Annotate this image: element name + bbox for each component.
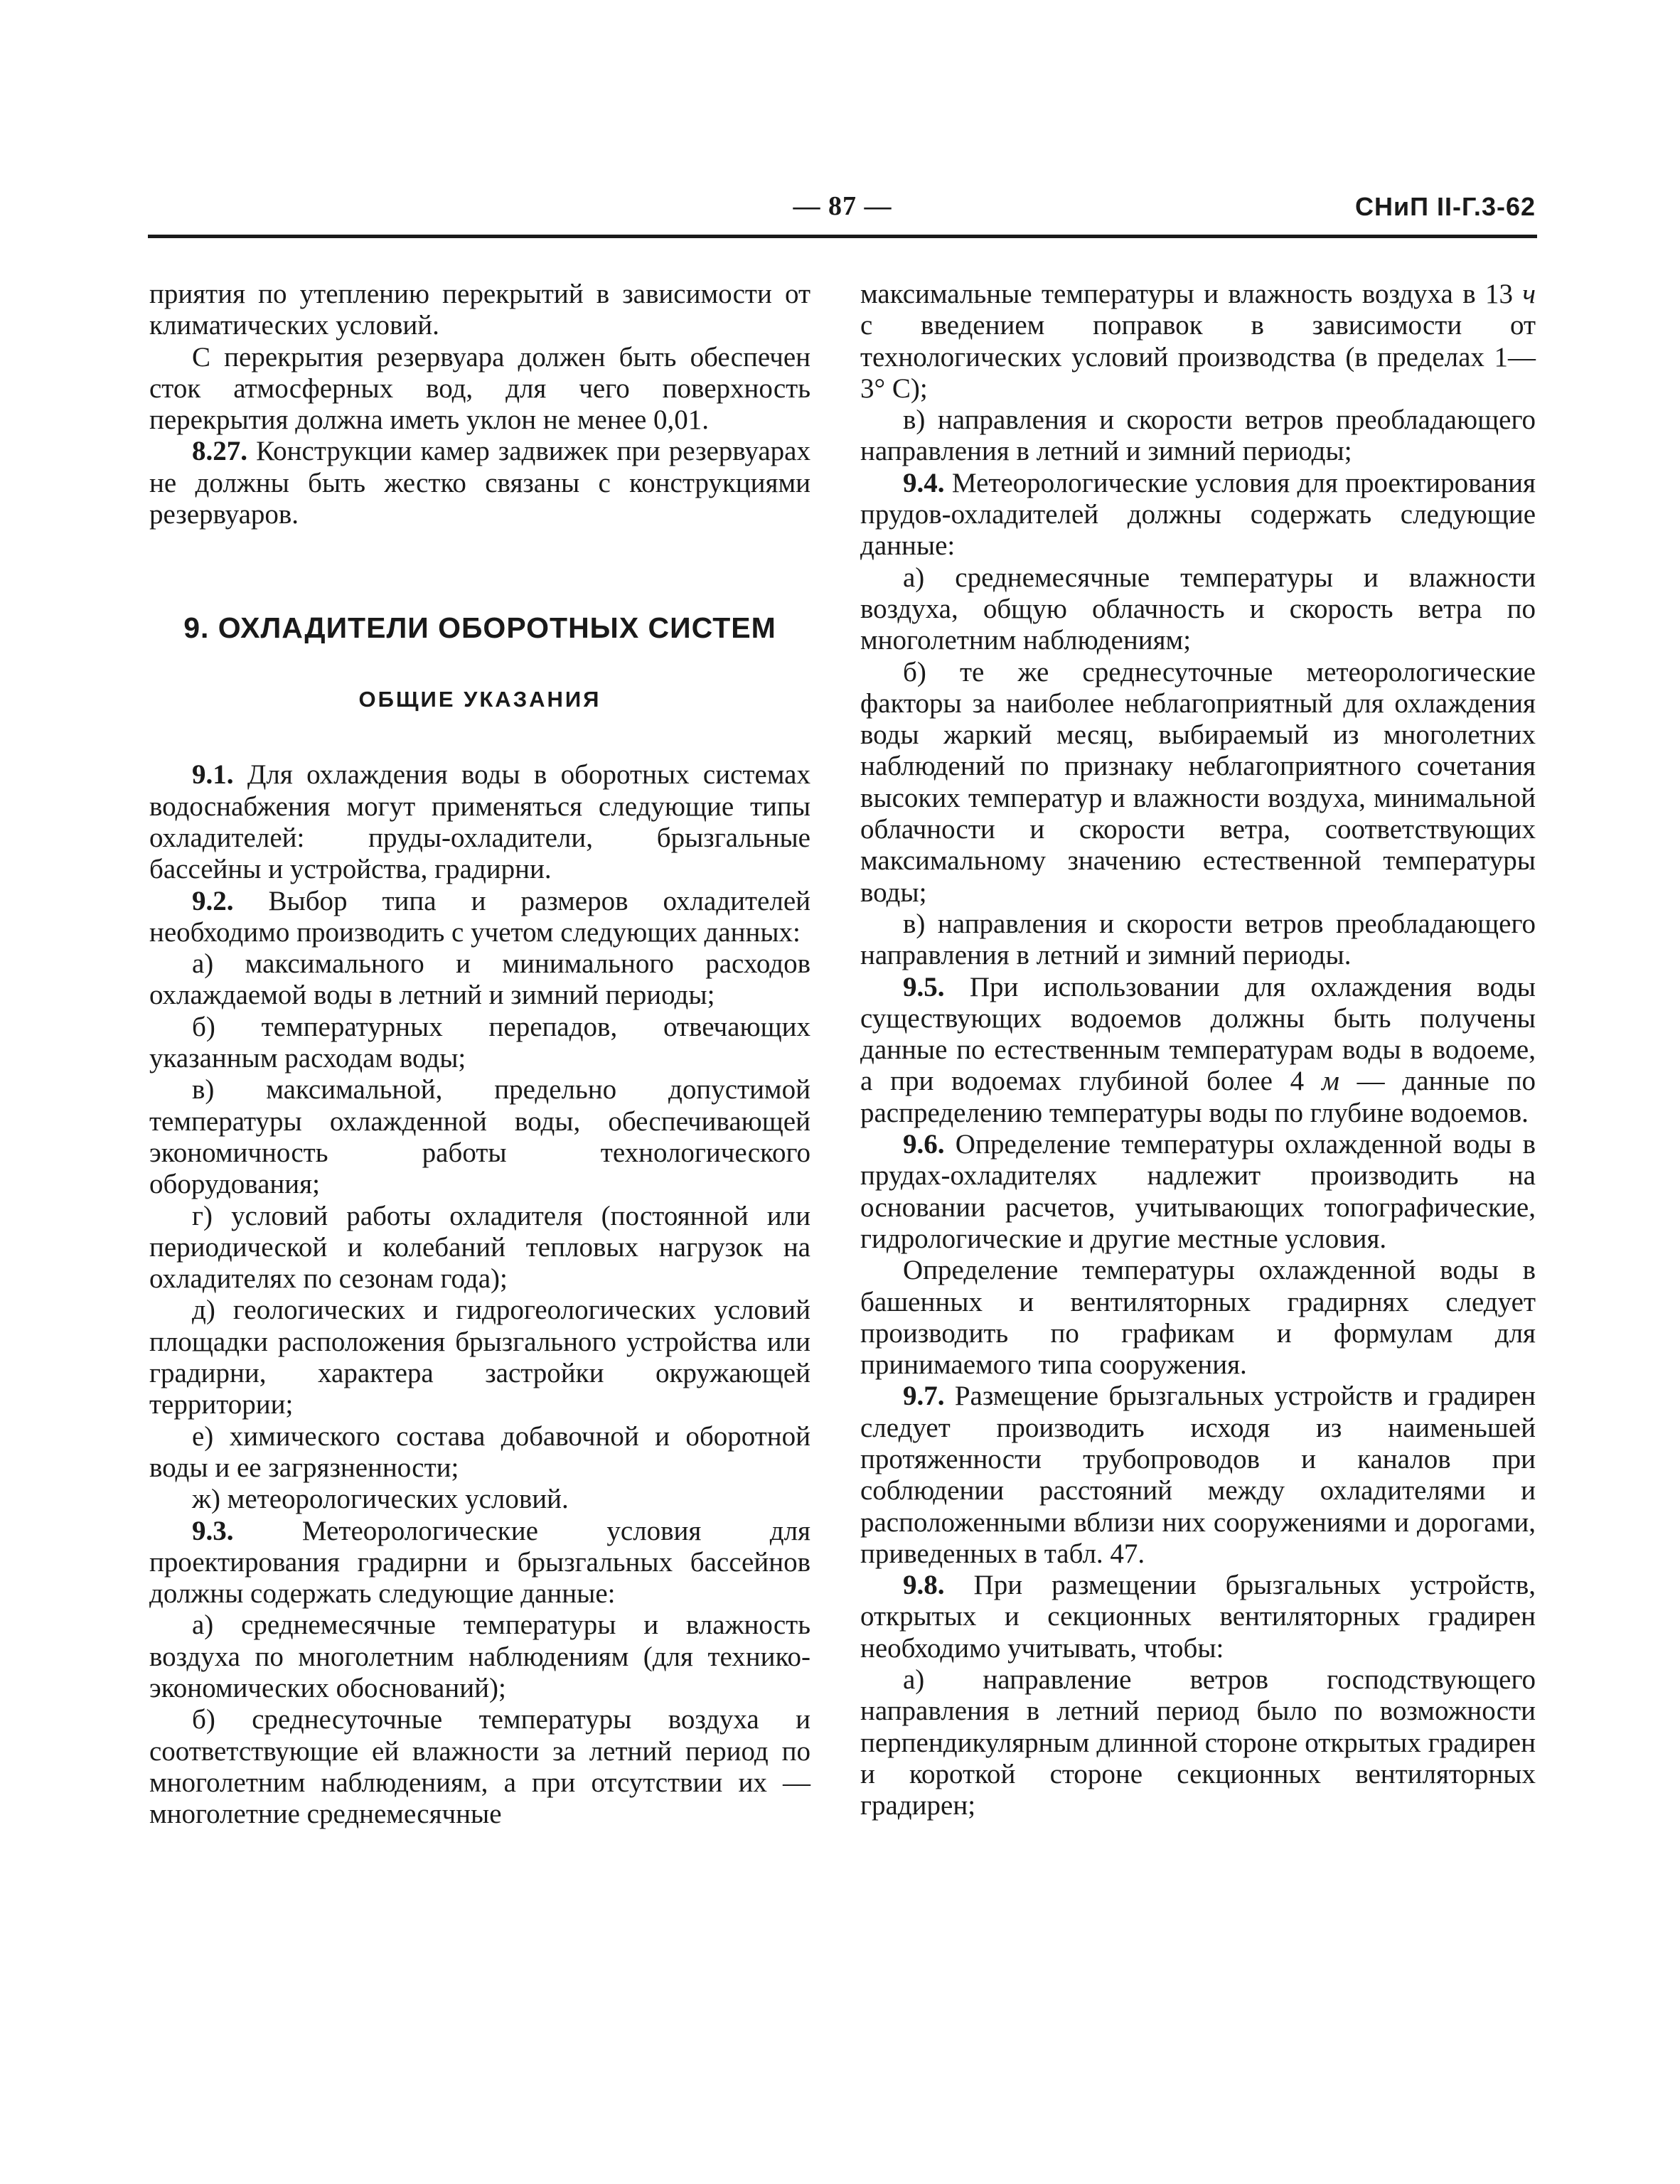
clause-text: Размещение брызгальных устройств и градирен следует производить исходя из наименьшей протяженности трубопроводов и каналов при соблюдении расстояний между охладителями и расположенными вблизи них сооружениями и дорогами, приведенных в табл. 47. [860, 1381, 1536, 1569]
clause-number: 9.7. [903, 1381, 945, 1412]
right-column [860, 279, 1536, 1822]
text-fragment: с введением поправок в зависимости от технологических условий производства (в пределах 1—3° С); [860, 310, 1536, 404]
clause-number: 9.3. [192, 1515, 234, 1546]
document-code: СНиП II-Г.3-62 [1355, 192, 1536, 221]
clause-number: 9.1. [192, 759, 234, 791]
list-item: ж) метеорологических условий. [192, 1484, 569, 1515]
list-item: в) направления и скорости ветров преобладающего направления в летний и зимний периоды; [860, 405, 1536, 467]
clause-text: Для охлаждения воды в оборотных системах водоснабжения могут применяться следующие типы охладителей: пруды-охладители, брызгальные бассейны и устройства, градирни. [149, 759, 810, 885]
page-number: — 87 — [793, 191, 892, 221]
clause-9-7 [860, 1381, 1536, 1570]
clause-9-2 [149, 886, 810, 949]
clause-number: 9.5. [903, 971, 945, 1002]
clause-number: 9.2. [192, 885, 234, 916]
paragraph: приятия по утеплению перекрытий в зависимости от климатических условий. [149, 279, 810, 341]
list-item: а) направление ветров господствующего направления в летний период было по возможности перпендикулярным длинной стороне открытых градирен и короткой стороне секционных вентиляторных градирен; [860, 1664, 1536, 1821]
list-item: г) условий работы охладителя (постоянной или периодической и колебаний тепловых нагрузок на охладителях по сезонам года); [149, 1200, 810, 1295]
clause-number: 9.6. [903, 1129, 945, 1160]
paragraph [860, 279, 1536, 405]
clause-9-1 [149, 759, 810, 885]
clause-text: При размещении брызгальных устройств, открытых и секционных вентиляторных градирен необходимо учитывать, чтобы: [860, 1570, 1536, 1664]
clause-9-8 [860, 1570, 1536, 1664]
paragraph: Определение температуры охлажденной воды в башенных и вентиляторных градирнях следует производить по графикам и формулам для принимаемого типа сооружения. [860, 1255, 1536, 1381]
clause-text: Метеорологические условия для проектирования прудов-охладителей должны содержать следующие данные: [860, 467, 1536, 562]
list-item: в) максимальной, предельно допустимой температуры охлажденной воды, обеспечивающей экономичность работы технологического оборудования; [149, 1074, 810, 1200]
list-item: а) среднемесячные температуры и влажность воздуха по многолетним наблюдениям (для технико-экономических обоснований); [149, 1610, 810, 1703]
page-header [149, 191, 1536, 233]
list-item: в) направления и скорости ветров преобладающего направления в летний и зимний периоды. [860, 908, 1536, 971]
text-fragment: максимальные температуры и влажность воздуха в 13 [860, 279, 1523, 309]
paragraph: С перекрытия резервуара должен быть обеспечен сток атмосферных вод, для чего поверхность перекрытия должна иметь уклон не менее 0,01. [149, 341, 810, 436]
list-item: а) максимального и минимального расходов охлаждаемой воды в летний и зимний периоды; [149, 948, 810, 1011]
section-title: 9. ОХЛАДИТЕЛИ ОБОРОТНЫХ СИСТЕМ [183, 611, 776, 645]
left-column [149, 279, 810, 1830]
clause-number: 9.8. [903, 1570, 945, 1601]
clause-text: При использовании для охлаждения воды существующих водоемов должны быть получены данные по естественным температурам воды в водоеме, а при водоемах глубиной более 4 [860, 971, 1536, 1097]
list-item: а) среднемесячные температуры и влажности воздуха, общую облачность и скорость ветра по многолетним наблюдениям; [860, 562, 1536, 656]
clause-text: Выбор типа и размеров охладителей необходимо производить с учетом следующих данных: [149, 885, 810, 948]
list-item: б) те же среднесуточные метеорологические факторы за наиболее неблагоприятный для охлаждения воды жаркий месяц, выбираемый из многолетних наблюдений по признаку неблагоприятного сочетания высоких температур и влажности воздуха, минимальной облачности и скорости ветра, соответствующих максимальному значению естественной температуры воды; [860, 656, 1536, 908]
clause-8-27 [149, 436, 810, 530]
subsection-title: ОБЩИЕ УКАЗАНИЯ [358, 687, 601, 712]
list-item: б) среднесуточные температуры воздуха и соответствующие ей влажности за летний период по многолетним наблюдениям, а при отсутствии их — многолетние среднемесячные [149, 1704, 810, 1830]
clause-text: — данные по распределению температуры воды по глубине водоемов. [860, 1066, 1536, 1128]
clause-9-4 [860, 468, 1536, 562]
clause-number: 9.4. [903, 467, 945, 498]
clause-9-5 [860, 972, 1536, 1129]
list-item: б) температурных перепадов, отвечающих указанным расходам воды; [149, 1011, 810, 1074]
clause-text: Конструкции камер задвижек при резервуарах не должны быть жестко связаны с конструкциями резервуаров. [149, 436, 810, 530]
clause-9-3 [149, 1516, 810, 1610]
clause-text: Метеорологические условия для проектирования градирни и брызгальных бассейнов должны содержать следующие данные: [149, 1515, 810, 1610]
clause-9-6 [860, 1129, 1536, 1255]
unit: ч [1522, 279, 1536, 309]
list-item: е) химического состава добавочной и оборотной воды и ее загрязненности; [149, 1420, 810, 1483]
unit: м [1321, 1066, 1339, 1097]
header-rule [148, 235, 1537, 238]
clause-number: 8.27. [192, 436, 247, 467]
clause-text: Определение температуры охлажденной воды в прудах-охладителях надлежит производить на основании расчетов, учитывающих топографические, гидрологические и другие местные условия. [860, 1129, 1536, 1254]
list-item: д) геологических и гидрогеологических условий площадки расположения брызгального устройства или градирни, характера застройки окружающей территории; [149, 1295, 810, 1420]
